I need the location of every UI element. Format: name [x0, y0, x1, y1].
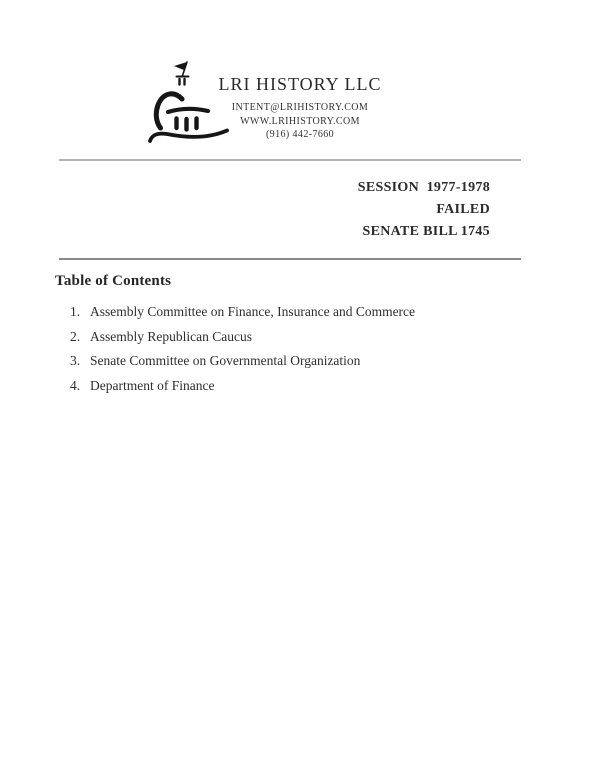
toc-list	[70, 300, 540, 398]
bill-info	[358, 177, 490, 243]
divider-top	[59, 159, 521, 161]
toc-item-number: 3.	[70, 353, 81, 368]
company-name: LRI HISTORY LLC	[218, 74, 382, 94]
toc-item-number: 2.	[70, 328, 81, 344]
bill-number-line: SENATE BILL 1745	[362, 224, 490, 239]
session-line: SESSION 1977-1978	[357, 180, 490, 195]
company-email: INTENT@LRIHISTORY.COM	[231, 102, 369, 113]
toc-item	[70, 374, 540, 399]
status-line: FAILED	[436, 202, 490, 217]
toc-item-number: 1.	[70, 304, 81, 319]
company-phone: (916) 442-7660	[265, 129, 335, 140]
toc-item-number: 4.	[70, 377, 81, 393]
toc-item-label: Department of Finance	[90, 377, 215, 393]
toc-item-label: Assembly Republican Caucus	[90, 328, 252, 344]
toc-item-label: Assembly Committee on Finance, Insurance and Commerce	[90, 304, 416, 319]
company-website: WWW.LRIHISTORY.COM	[240, 115, 360, 127]
toc-item	[70, 325, 540, 350]
toc-title: Table of Contents	[55, 273, 172, 289]
toc-item	[70, 300, 540, 325]
divider-bottom	[59, 258, 521, 260]
toc-item	[70, 349, 540, 374]
letterhead	[200, 74, 400, 142]
toc-item-label: Senate Committee on Governmental Organization	[90, 353, 361, 368]
